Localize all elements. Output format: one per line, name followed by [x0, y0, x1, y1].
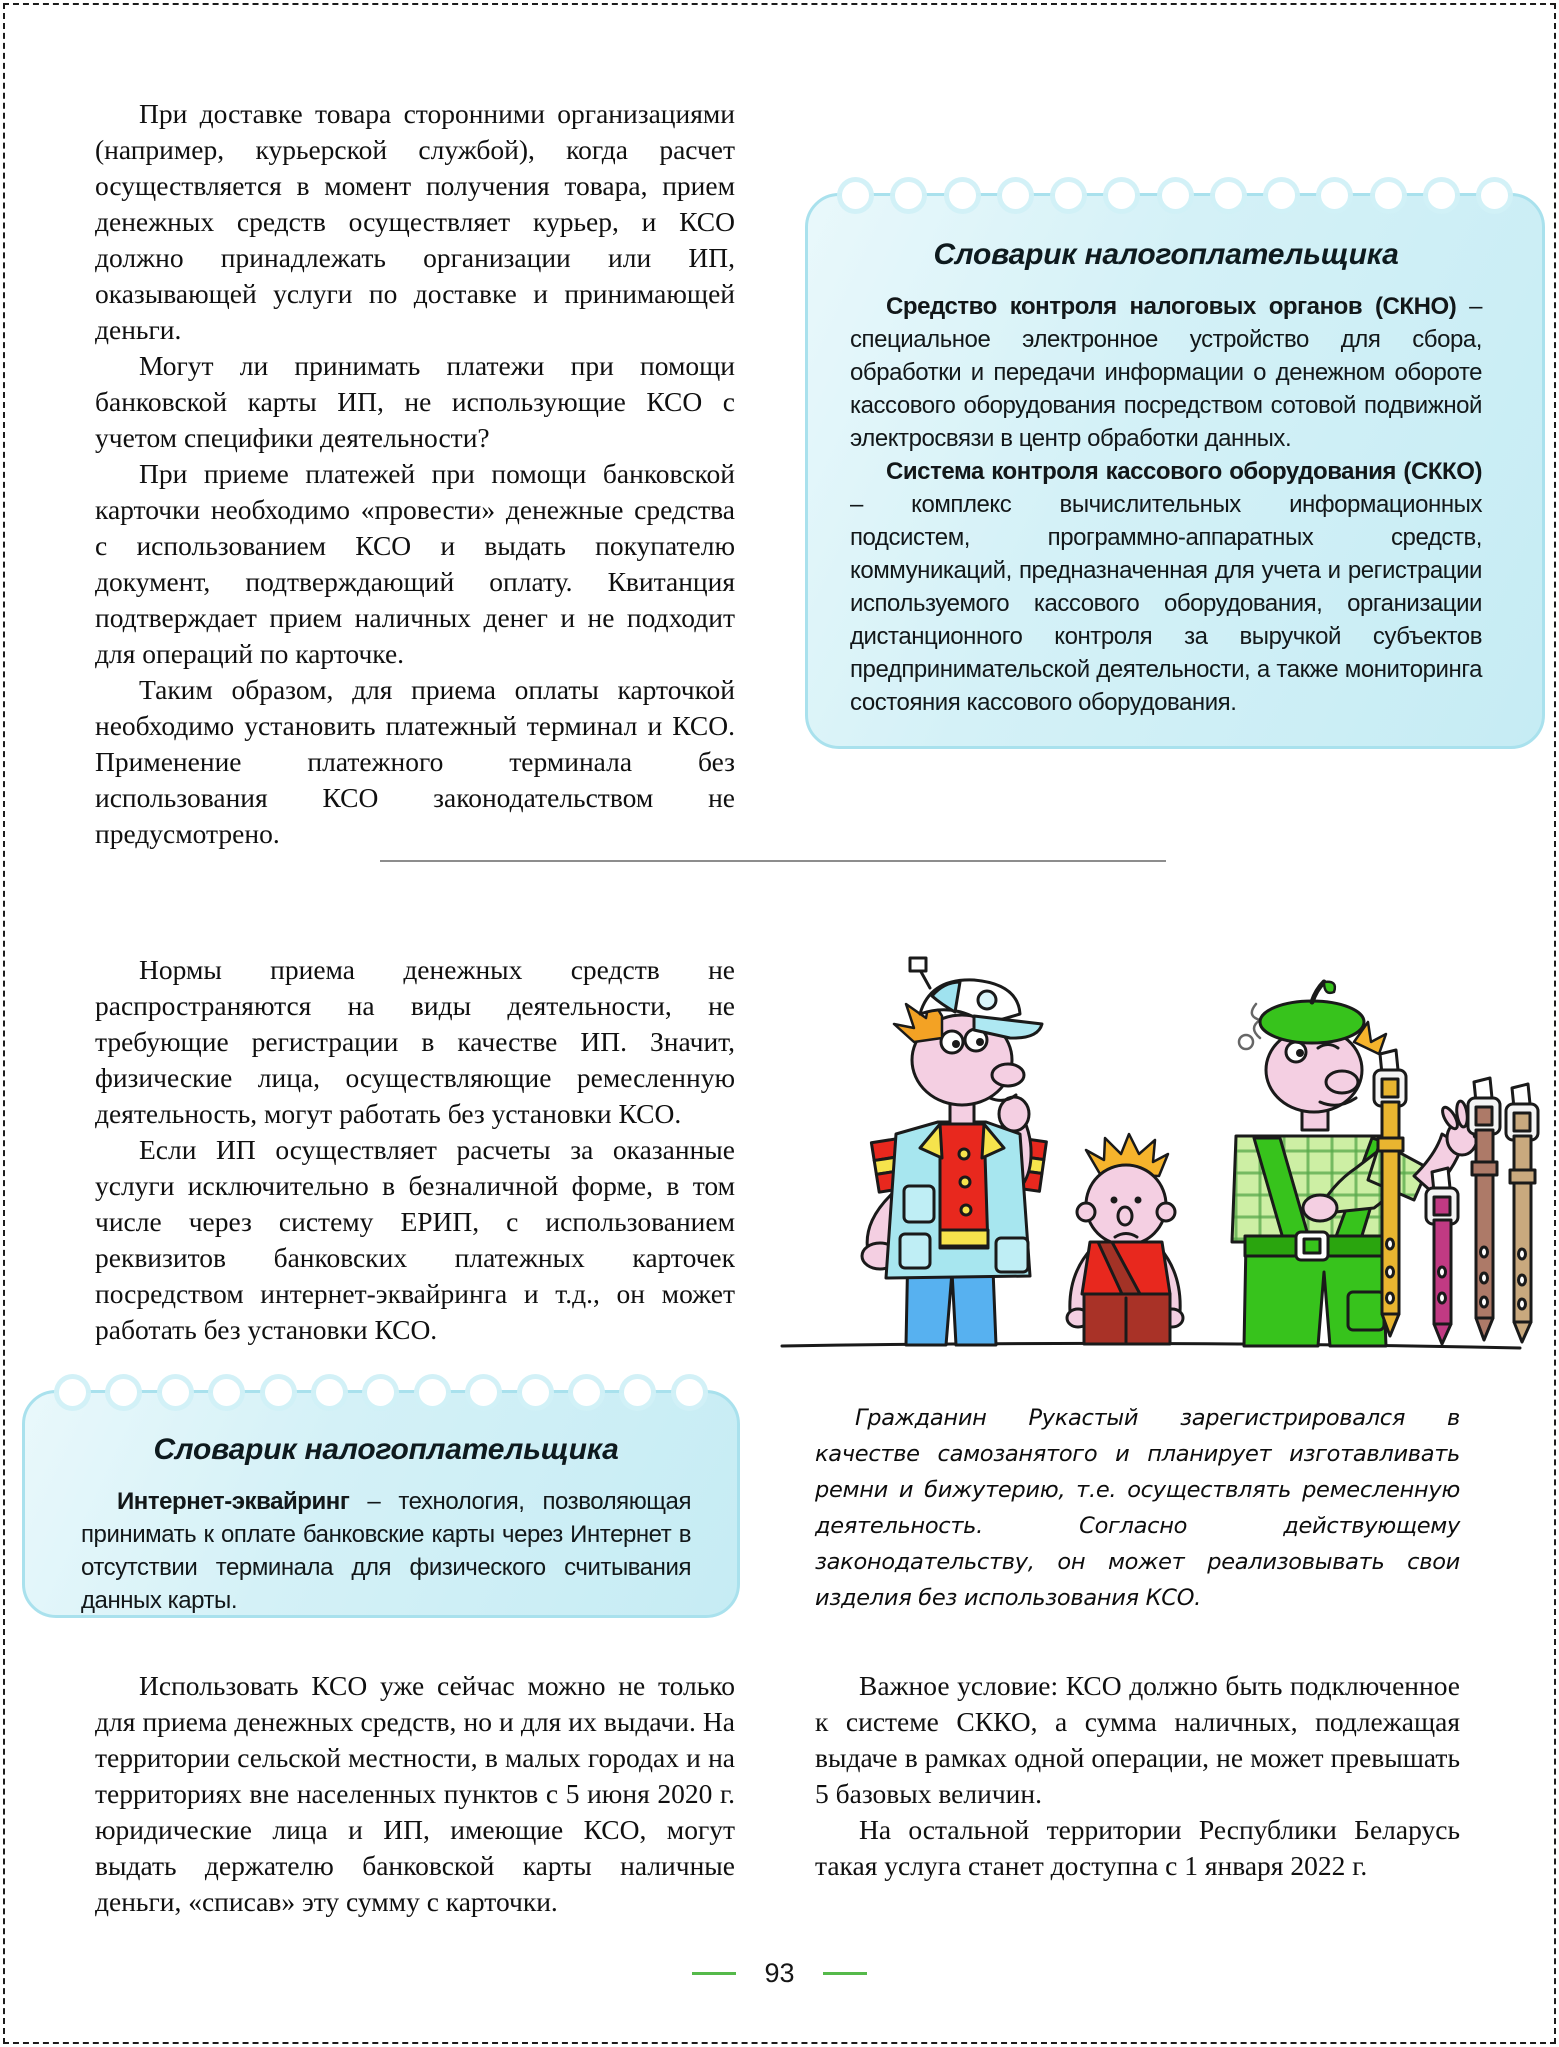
section-middle-left-text	[95, 952, 735, 1348]
section-divider	[380, 860, 1166, 862]
glossary-entry	[850, 290, 1482, 455]
footer-left-dash	[692, 1972, 736, 1975]
scallop-notch	[573, 1379, 600, 1406]
glossary-definition: – специальное электронное устройство для сбора, обработки и передачи информации о денежном обороте кассового оборудования посредством сотовой подвижной электросвязи в центр обработки данных.	[850, 293, 1482, 452]
craftsmen-selling-belts-drawing	[768, 942, 1540, 1364]
child-figure	[1067, 1134, 1183, 1344]
scallop-notch	[1162, 182, 1189, 209]
torn-edge-scallops	[59, 1379, 703, 1406]
scallop-notch	[1481, 182, 1508, 209]
scallop-notch	[213, 1379, 240, 1406]
scallop-notch	[316, 1379, 343, 1406]
scallop-notch	[265, 1379, 292, 1406]
scallop-notch	[1055, 182, 1082, 209]
glossary-title: Словарик налогоплательщика	[933, 238, 1399, 271]
scallop-notch	[59, 1379, 86, 1406]
belt-tan	[1506, 1084, 1538, 1342]
scallop-notch	[470, 1379, 497, 1406]
scallop-notch	[895, 182, 922, 209]
section-bottom-right-text	[815, 1668, 1460, 1884]
glossary-term: Средство контроля налоговых органов (СКНО)	[886, 293, 1457, 320]
paragraph: Могут ли принимать платежи при помощи банковской карты ИП, не использующие КСО с учетом специфики деятельности?	[95, 350, 735, 453]
scallop-notch	[624, 1379, 651, 1406]
scallop-notch	[949, 182, 976, 209]
scallop-notch	[1215, 182, 1242, 209]
cartoon-caption: Гражданин Рукастый зарегистрировался в качестве самозанятого и планирует изготавливать ремни и бижутерию, т.е. осуществлять ремесленную деятельность. Согласно действующему законодательству, он может реализовывать свои изделия без использования КСО.	[815, 1405, 1460, 1611]
scallop-notch	[419, 1379, 446, 1406]
paragraph: Важное условие: КСО должно быть подключенное к системе СККО, а сумма наличных, подлежащая выдаче в рамках одной операции, не может превышать 5 базовых величин.	[815, 1670, 1460, 1809]
glossary-definition: – комплекс вычислительных информационных подсистем, программно-аппаратных средств, коммуникаций, предназначенная для учета и регистрации используемого кассового оборудования, организации дистанционного контроля за выручкой субъектов предпринимательской деятельности, а также мониторинга состояния кассового оборудования.	[850, 491, 1482, 716]
glossary-box-bottom	[22, 1390, 740, 1618]
paragraph: Если ИП осуществляет расчеты за оказанные услуги исключительно в безналичной форме, в том числе через систему ЕРИП, с использованием реквизитов банковских платежных карточек посредством интернет-эквайринга и т.д., он может работать без установки КСО.	[95, 1134, 735, 1345]
paragraph: При приеме платежей при помощи банковской карточки необходимо «провести» денежные средства с использованием КСО и выдать покупателю документ, подтверждающий оплату. Квитанция подтверждает прием наличных денег и не подходит для операций по карточке.	[95, 458, 735, 669]
section-top-left-text	[95, 96, 735, 852]
scallop-notch	[1108, 182, 1135, 209]
torn-edge-scallops	[842, 182, 1508, 209]
cartoon-illustration	[768, 942, 1540, 1364]
scallop-notch	[1002, 182, 1029, 209]
belt-brown	[1468, 1078, 1500, 1340]
right-man-figure	[1232, 982, 1493, 1346]
glossary-term: Система контроля кассового оборудования (СККО)	[886, 458, 1482, 485]
glossary-entry	[850, 455, 1482, 719]
page-number: 93	[764, 1958, 795, 1988]
scallop-notch	[1428, 182, 1455, 209]
section-bottom-left-text	[95, 1668, 735, 1920]
paragraph: Таким образом, для приема оплаты карточкой необходимо установить платежный терминал и КСО. Применение платежного терминала без использования КСО законодательством не предусмотрено.	[95, 674, 735, 849]
belt-magenta	[1426, 1168, 1458, 1344]
glossary-entry	[81, 1485, 691, 1617]
scallop-notch	[367, 1379, 394, 1406]
glossary-title: Словарик налогоплательщика	[153, 1433, 619, 1466]
glossary-term: Интернет-эквайринг	[117, 1488, 350, 1515]
paragraph: Использовать КСО уже сейчас можно не только для приема денежных средств, но и для их выдачи. На территории сельской местности, в малых городах и на территориях вне населенных пунктов с 5 июня 2020 г. юридические лица и ИП, имеющие КСО, могут выдать держателю банковской карты наличные деньги, «списав» эту сумму с карточки.	[95, 1670, 735, 1917]
paragraph: Нормы приема денежных средств не распространяются на виды деятельности, не требующие регистрации в качестве ИП. Значит, физические лица, осуществляющие ремесленную деятельность, могут работать без установки КСО.	[95, 954, 735, 1129]
left-man-figure	[862, 958, 1046, 1345]
glossary-box-top	[805, 193, 1545, 749]
scallop-notch	[1375, 182, 1402, 209]
scallop-notch	[110, 1379, 137, 1406]
scallop-notch	[522, 1379, 549, 1406]
glossary-definition: – технология, позволяющая принимать к оплате банковские карты через Интернет в отсутствии терминала для физического считывания данных карты.	[81, 1488, 691, 1614]
page-footer	[0, 1958, 1559, 1989]
scallop-notch	[1321, 182, 1348, 209]
scallop-notch	[1268, 182, 1295, 209]
scallop-notch	[162, 1379, 189, 1406]
scallop-notch	[676, 1379, 703, 1406]
paragraph: На остальной территории Республики Беларусь такая услуга станет доступна с 1 января 2022 г.	[815, 1814, 1460, 1881]
scallop-notch	[842, 182, 869, 209]
footer-right-dash	[823, 1972, 867, 1975]
paragraph: При доставке товара сторонними организациями (например, курьерской службой), когда расчет осуществляется в момент получения товара, прием денежных средств осуществляет курьер, и КСО должно принадлежать организации или ИП, оказывающей услуги по доставке и принимающей деньги.	[95, 98, 735, 345]
